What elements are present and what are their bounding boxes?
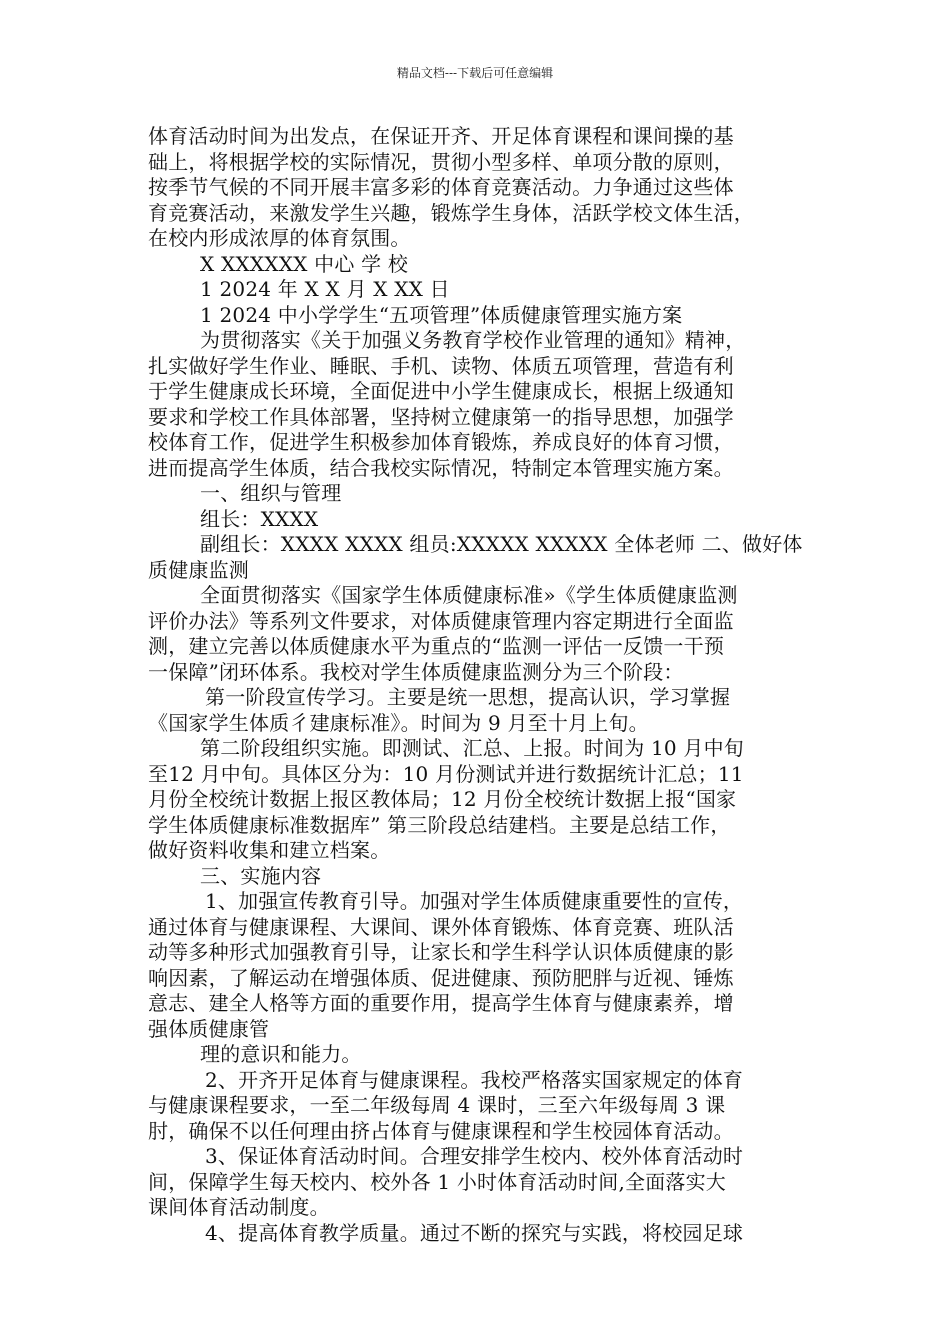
text-line: 扎实做好学生作业、睡眠、手机、读物、体质五项管理，营造有利: [148, 353, 734, 378]
text-line: 肘，确保不以任何理由挤占体育与健康课程和学生校园体育活动。: [148, 1118, 734, 1143]
text-line: 响因素，了解运动在增强体质、促进健康、预防肥胖与近视、锤炼: [148, 965, 734, 990]
paragraph-start: 1、加强宣传教育引导。加强对学生体质健康重要性的宣传，: [205, 889, 744, 913]
text-line: 评价办法》等系列文件要求，对体质健康管理内容定期进行全面监: [148, 608, 734, 633]
text-line: 进而提高学生体质，结合我校实际情况，特制定本管理实施方案。: [148, 455, 734, 480]
text-line: 《国家学生体质彳建康标准》。时间为 9 月至十月上旬。: [148, 710, 649, 735]
document-body: [148, 124, 808, 1246]
text-line: 于学生健康成长环境，全面促进中小学生健康成长，根据上级通知: [148, 379, 734, 403]
paragraph-start: 第一阶段宣传学习。主要是统一思想，提高认识，学习掌握: [205, 685, 731, 709]
text-line: 课间体育活动制度。: [148, 1195, 330, 1219]
text-line: 学生体质健康标准数据库” 第三阶段总结建档。主要是总结工作，: [148, 812, 731, 837]
text-line: 校体育工作，促进学生积极参加体育锻炼，养成良好的体育习惯，: [148, 430, 734, 454]
paragraph-start: 3、保证体育活动时间。合理安排学生校内、校外体育活动时: [205, 1144, 744, 1168]
paragraph-start: 为贯彻落实《关于加强义务教育学校作业管理的通知》精神，: [200, 328, 746, 352]
school-name-line: X XXXXXX 中心 学 校: [200, 251, 409, 276]
paragraph-start: 第二阶段组织实施。即测试、汇总、上报。时间为 10 月中旬: [200, 736, 744, 760]
section-heading: 一、组织与管理: [200, 481, 342, 505]
text-line: 要求和学校工作具体部署，坚持树立健康第一的指导思想，加强学: [148, 404, 734, 429]
text-line: 一保障”闭环体系。我校对学生体质健康监测分为三个阶段：: [148, 659, 684, 684]
text-line: 与健康课程要求，一至二年级每周 4 课时，三至六年级每周 3 课: [148, 1093, 726, 1117]
paragraph-start: 全面贯彻落实《国家学生体质健康标准»《学生体质健康监测: [200, 583, 738, 607]
text-line: 做好资料收集和建立档案。: [148, 838, 391, 862]
text-line: 在校内形成浓厚的体育氛围。: [148, 226, 411, 250]
date-line: 1 2024 年 X X 月 X XX 日: [200, 277, 450, 301]
document-title: 1 2024 中小学学生“五项管理”体质健康管理实施方案: [200, 302, 683, 327]
page-header: 精品文档---下载后可任意编辑: [396, 66, 554, 80]
text-line: 育竞赛活动，来激发学生兴趣，锻炼学生身体，活跃学校文体生活，: [148, 200, 754, 225]
text-line: 体育活动时间为出发点，在保证开齐、开足体育课程和课间操的基: [148, 124, 734, 148]
paragraph-start: 4、提高体育教学质量。通过不断的探究与实践，将校园足球: [205, 1220, 744, 1245]
text-line: 副组长：XXXX XXXX 组员:XXXXX XXXXX 全体老师 二、做好体: [200, 532, 803, 556]
text-line: 组长：XXXX: [200, 506, 319, 531]
paragraph-start: 2、开齐开足体育与健康课程。我校严格落实国家规定的体育: [205, 1067, 744, 1092]
text-line: 动等多种形式加强教育引导，让家长和学生科学认识体质健康的影: [148, 940, 734, 964]
text-line: 按季节气候的不同开展丰富多彩的体育竞赛活动。力争通过这些体: [148, 175, 734, 199]
text-line: 通过体育与健康课程、大课间、课外体育锻炼、体育竞赛、班队活: [148, 914, 734, 939]
text-line: 质健康监测: [148, 557, 249, 582]
text-line: 测，建立完善以体质健康水平为重点的“监测一评估一反馈一干预: [148, 634, 725, 658]
text-line: 础上，将根据学校的实际情况，贯彻小型多样、单项分散的原则，: [148, 149, 734, 174]
text-line: 理的意识和能力。: [200, 1042, 362, 1066]
text-line: 至12 月中旬。具体区分为：10 月份测试并进行数据统计汇总；11: [148, 761, 744, 786]
text-line: 意志、建全人格等方面的重要作用，提高学生体育与健康素养，增: [148, 991, 734, 1015]
text-line: 间，保障学生每天校内、校外各 1 小时体育活动时间,全面落实大: [148, 1169, 726, 1194]
text-line: 月份全校统计数据上报区教体局；12 月份全校统计数据上报“国家: [148, 787, 737, 811]
section-heading: 三、实施内容: [200, 863, 322, 888]
text-line: 强体质健康管: [148, 1016, 270, 1041]
